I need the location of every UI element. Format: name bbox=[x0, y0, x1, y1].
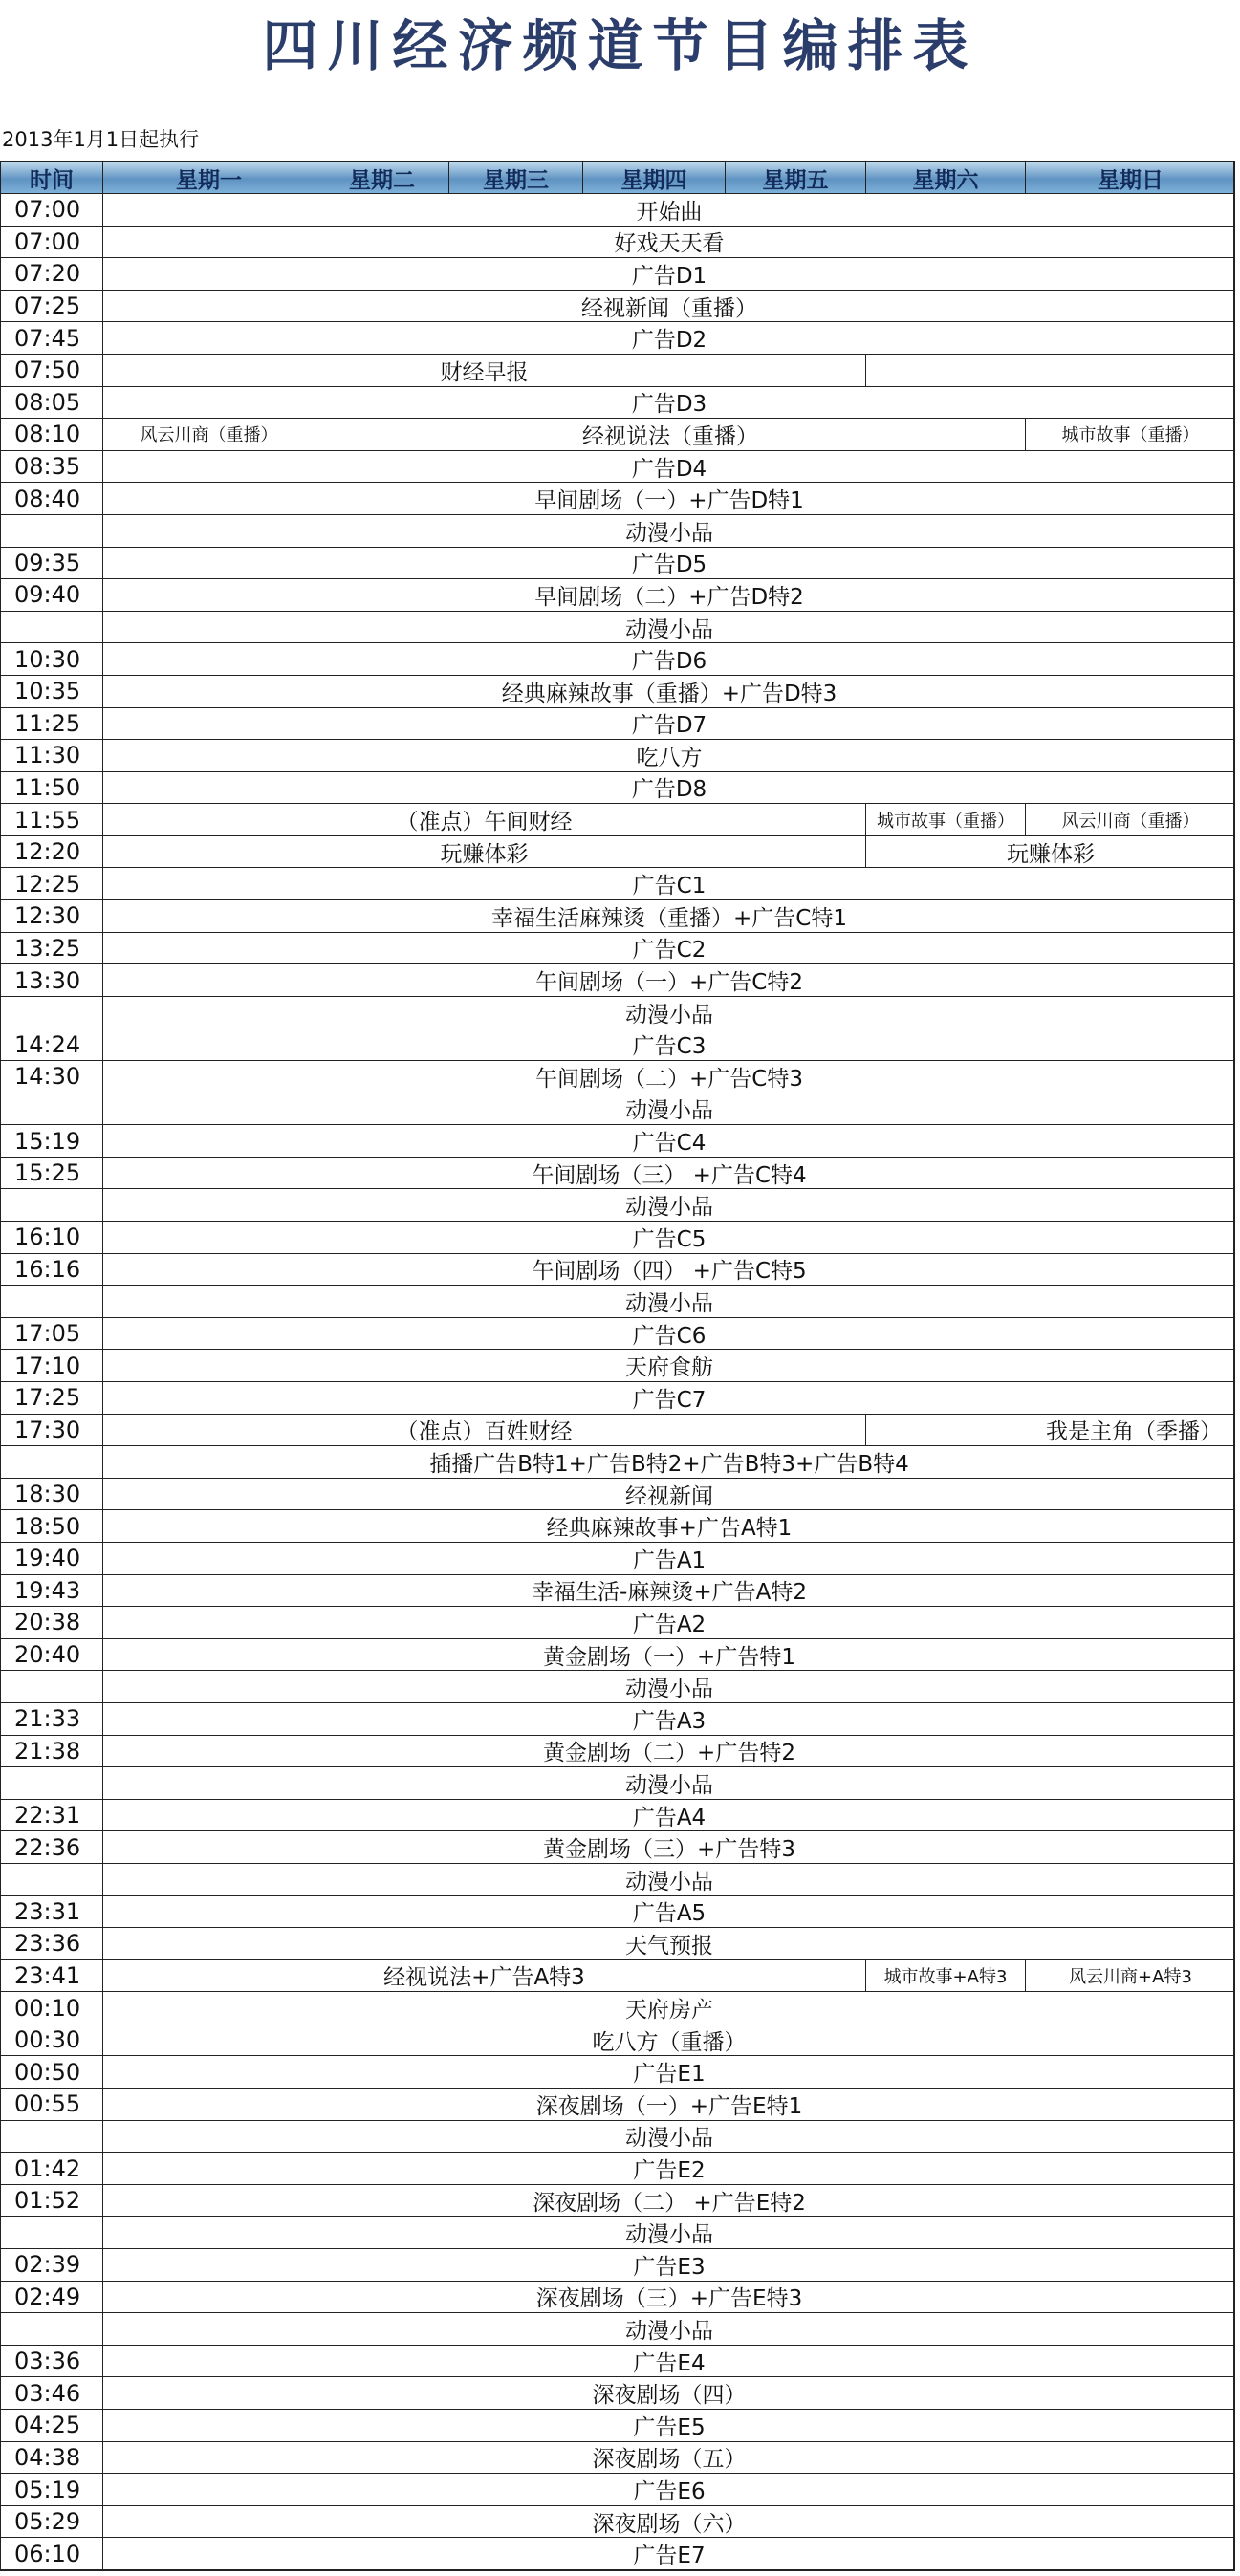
time-cell: 18:30 bbox=[0, 1478, 102, 1510]
time-cell: 17:25 bbox=[0, 1381, 102, 1414]
time-cell: 15:25 bbox=[0, 1157, 102, 1189]
program-cell: 广告E1 bbox=[102, 2055, 1235, 2088]
time-cell: 07:00 bbox=[0, 193, 102, 226]
program-cell: 动漫小品 bbox=[102, 611, 1235, 643]
time-cell: 02:39 bbox=[0, 2248, 102, 2281]
time-cell bbox=[0, 1766, 102, 1799]
program-cell: 广告E2 bbox=[102, 2152, 1235, 2184]
header-day: 星期日 bbox=[1025, 161, 1235, 193]
program-cell: 城市故事（重播） bbox=[865, 803, 1025, 835]
program-cell: 动漫小品 bbox=[102, 1766, 1235, 1799]
program-cell: 广告D7 bbox=[102, 707, 1235, 740]
time-cell: 23:31 bbox=[0, 1895, 102, 1928]
time-cell: 03:36 bbox=[0, 2345, 102, 2377]
time-cell bbox=[0, 2216, 102, 2248]
program-cell: 动漫小品 bbox=[102, 2312, 1235, 2345]
time-cell: 08:10 bbox=[0, 418, 102, 450]
time-cell: 20:40 bbox=[0, 1638, 102, 1671]
time-cell: 08:35 bbox=[0, 450, 102, 483]
empty-cell bbox=[865, 354, 1235, 386]
program-cell: 广告C2 bbox=[102, 932, 1235, 964]
program-cell: 深夜剧场（四） bbox=[102, 2376, 1235, 2409]
time-cell: 12:30 bbox=[0, 899, 102, 932]
time-cell bbox=[0, 1670, 102, 1702]
program-cell: 广告D4 bbox=[102, 450, 1235, 483]
program-cell: 动漫小品 bbox=[102, 1670, 1235, 1702]
program-cell: （准点）百姓财经 bbox=[102, 1414, 865, 1446]
time-cell: 14:24 bbox=[0, 1028, 102, 1060]
header-day: 星期二 bbox=[315, 161, 448, 193]
program-cell: 午间剧场（一）+广告C特2 bbox=[102, 963, 1235, 996]
program-cell: 天府房产 bbox=[102, 1991, 1235, 2024]
program-cell: 天气预报 bbox=[102, 1927, 1235, 1959]
program-cell: 广告E7 bbox=[102, 2537, 1235, 2569]
time-cell bbox=[0, 1093, 102, 1125]
time-cell: 00:50 bbox=[0, 2055, 102, 2088]
time-cell: 22:31 bbox=[0, 1799, 102, 1831]
program-cell: 广告A4 bbox=[102, 1799, 1235, 1831]
time-cell: 22:36 bbox=[0, 1830, 102, 1863]
time-cell: 21:33 bbox=[0, 1702, 102, 1735]
program-cell: 城市故事+A特3 bbox=[865, 1959, 1025, 1992]
program-cell: 广告A3 bbox=[102, 1702, 1235, 1735]
time-cell bbox=[0, 1285, 102, 1317]
time-cell: 08:40 bbox=[0, 482, 102, 514]
time-cell: 09:35 bbox=[0, 547, 102, 579]
time-cell: 04:25 bbox=[0, 2409, 102, 2441]
time-cell: 20:38 bbox=[0, 1606, 102, 1638]
program-cell: 幸福生活麻辣烫（重播）+广告C特1 bbox=[102, 899, 1235, 932]
table-right-border bbox=[1233, 161, 1235, 2569]
time-cell bbox=[0, 2312, 102, 2345]
time-cell: 10:35 bbox=[0, 675, 102, 707]
time-cell: 00:55 bbox=[0, 2088, 102, 2120]
time-cell: 15:19 bbox=[0, 1124, 102, 1157]
program-cell: 早间剧场（一）+广告D特1 bbox=[102, 482, 1235, 514]
program-cell: 广告C6 bbox=[102, 1317, 1235, 1350]
time-cell: 11:30 bbox=[0, 739, 102, 771]
time-cell: 05:19 bbox=[0, 2473, 102, 2505]
time-cell: 07:00 bbox=[0, 226, 102, 258]
effective-date: 2013年1月1日起执行 bbox=[2, 128, 200, 151]
program-cell: 广告E4 bbox=[102, 2345, 1235, 2377]
time-cell bbox=[0, 996, 102, 1028]
program-cell: 风云川商（重播） bbox=[102, 418, 315, 450]
time-cell bbox=[0, 1863, 102, 1895]
time-cell: 02:49 bbox=[0, 2281, 102, 2313]
program-cell: 玩赚体彩 bbox=[865, 835, 1235, 868]
program-cell: 吃八方 bbox=[102, 739, 1235, 771]
program-cell: 开始曲 bbox=[102, 193, 1235, 226]
program-cell: 玩赚体彩 bbox=[102, 835, 865, 868]
time-cell: 17:10 bbox=[0, 1349, 102, 1381]
time-cell: 06:10 bbox=[0, 2537, 102, 2569]
time-cell: 04:38 bbox=[0, 2441, 102, 2474]
time-cell: 11:25 bbox=[0, 707, 102, 740]
time-cell bbox=[0, 611, 102, 643]
time-cell: 13:25 bbox=[0, 932, 102, 964]
program-cell: 风云川商+A特3 bbox=[1025, 1959, 1235, 1992]
program-cell: 早间剧场（二）+广告D特2 bbox=[102, 578, 1235, 611]
time-cell: 05:29 bbox=[0, 2505, 102, 2538]
program-cell: 经典麻辣故事（重播）+广告D特3 bbox=[102, 675, 1235, 707]
time-cell: 11:55 bbox=[0, 803, 102, 835]
time-cell: 23:41 bbox=[0, 1959, 102, 1992]
program-cell: 动漫小品 bbox=[102, 514, 1235, 547]
header-day: 星期四 bbox=[582, 161, 725, 193]
program-cell: （准点）午间财经 bbox=[102, 803, 865, 835]
program-cell: 广告C4 bbox=[102, 1124, 1235, 1157]
program-cell: 好戏天天看 bbox=[102, 226, 1235, 258]
program-cell: 经视新闻 bbox=[102, 1478, 1235, 1510]
program-cell: 午间剧场（三） +广告C特4 bbox=[102, 1157, 1235, 1189]
program-cell: 广告C1 bbox=[102, 867, 1235, 899]
program-cell: 经典麻辣故事+广告A特1 bbox=[102, 1509, 1235, 1542]
table-bottom-border bbox=[0, 2569, 1235, 2571]
program-cell: 深夜剧场（三）+广告E特3 bbox=[102, 2281, 1235, 2313]
program-cell: 城市故事（重播） bbox=[1025, 418, 1235, 450]
header-day: 星期一 bbox=[102, 161, 315, 193]
program-cell: 广告A5 bbox=[102, 1895, 1235, 1928]
program-cell: 财经早报 bbox=[102, 354, 865, 386]
program-cell: 深夜剧场（六） bbox=[102, 2505, 1235, 2538]
program-cell: 经视说法+广告A特3 bbox=[102, 1959, 865, 1992]
program-cell: 深夜剧场（一）+广告E特1 bbox=[102, 2088, 1235, 2120]
time-cell: 19:40 bbox=[0, 1542, 102, 1574]
time-cell bbox=[0, 2120, 102, 2153]
program-cell: 幸福生活-麻辣烫+广告A特2 bbox=[102, 1574, 1235, 1607]
program-cell: 动漫小品 bbox=[102, 1188, 1235, 1221]
program-cell: 午间剧场（四） +广告C特5 bbox=[102, 1253, 1235, 1286]
time-cell: 12:20 bbox=[0, 835, 102, 868]
time-cell: 00:10 bbox=[0, 1991, 102, 2024]
program-cell: 经视新闻（重播） bbox=[102, 290, 1235, 322]
time-cell: 07:25 bbox=[0, 290, 102, 322]
program-cell: 黄金剧场（三）+广告特3 bbox=[102, 1830, 1235, 1863]
program-cell: 广告D5 bbox=[102, 547, 1235, 579]
program-cell: 广告C7 bbox=[102, 1381, 1235, 1414]
program-cell: 动漫小品 bbox=[102, 2120, 1235, 2153]
time-cell: 18:50 bbox=[0, 1509, 102, 1542]
time-cell: 07:50 bbox=[0, 354, 102, 386]
time-cell: 10:30 bbox=[0, 642, 102, 675]
program-cell: 深夜剧场（二） +广告E特2 bbox=[102, 2184, 1235, 2217]
program-cell: 风云川商（重播） bbox=[1025, 803, 1235, 835]
program-cell: 动漫小品 bbox=[102, 1285, 1235, 1317]
time-cell: 12:25 bbox=[0, 867, 102, 899]
program-cell: 动漫小品 bbox=[102, 2216, 1235, 2248]
program-cell: 广告D6 bbox=[102, 642, 1235, 675]
program-cell: 黄金剧场（一）+广告特1 bbox=[102, 1638, 1235, 1671]
program-cell: 午间剧场（二）+广告C特3 bbox=[102, 1060, 1235, 1093]
time-cell: 00:30 bbox=[0, 2024, 102, 2056]
header-day: 星期五 bbox=[725, 161, 865, 193]
time-cell bbox=[0, 1445, 102, 1478]
program-cell: 插播广告B特1+广告B特2+广告B特3+广告B特4 bbox=[102, 1445, 1235, 1478]
program-cell: 广告D2 bbox=[102, 321, 1235, 354]
time-cell bbox=[0, 1188, 102, 1221]
time-cell: 16:10 bbox=[0, 1221, 102, 1253]
time-cell: 03:46 bbox=[0, 2376, 102, 2409]
time-cell bbox=[0, 514, 102, 547]
program-cell: 黄金剧场（二）+广告特2 bbox=[102, 1735, 1235, 1767]
time-cell: 01:42 bbox=[0, 2152, 102, 2184]
program-cell: 广告D8 bbox=[102, 771, 1235, 804]
time-cell: 01:52 bbox=[0, 2184, 102, 2217]
page-title: 四川经济频道节目编排表 bbox=[262, 13, 978, 78]
time-cell: 17:30 bbox=[0, 1414, 102, 1446]
time-cell: 07:45 bbox=[0, 321, 102, 354]
program-cell: 动漫小品 bbox=[102, 1863, 1235, 1895]
time-cell: 11:50 bbox=[0, 771, 102, 804]
program-cell: 经视说法（重播） bbox=[315, 418, 1025, 450]
program-cell: 广告C5 bbox=[102, 1221, 1235, 1253]
time-cell: 16:16 bbox=[0, 1253, 102, 1286]
program-cell: 广告A1 bbox=[102, 1542, 1235, 1574]
program-cell: 广告C3 bbox=[102, 1028, 1235, 1060]
time-cell: 09:40 bbox=[0, 578, 102, 611]
time-cell: 07:20 bbox=[0, 257, 102, 290]
program-cell: 广告E6 bbox=[102, 2473, 1235, 2505]
time-cell: 13:30 bbox=[0, 963, 102, 996]
header-day: 星期六 bbox=[865, 161, 1025, 193]
time-cell: 14:30 bbox=[0, 1060, 102, 1093]
program-cell: 广告A2 bbox=[102, 1606, 1235, 1638]
program-cell: 吃八方（重播） bbox=[102, 2024, 1235, 2056]
header-time: 时间 bbox=[0, 161, 102, 193]
program-cell: 天府食舫 bbox=[102, 1349, 1235, 1381]
program-cell: 广告D1 bbox=[102, 257, 1235, 290]
program-cell: 广告D3 bbox=[102, 386, 1235, 419]
program-cell: 动漫小品 bbox=[102, 996, 1235, 1028]
time-cell: 17:05 bbox=[0, 1317, 102, 1350]
time-cell: 21:38 bbox=[0, 1735, 102, 1767]
program-cell: 动漫小品 bbox=[102, 1093, 1235, 1125]
time-cell: 19:43 bbox=[0, 1574, 102, 1607]
time-cell: 23:36 bbox=[0, 1927, 102, 1959]
program-cell: 广告E5 bbox=[102, 2409, 1235, 2441]
program-cell: 深夜剧场（五） bbox=[102, 2441, 1235, 2474]
program-cell: 广告E3 bbox=[102, 2248, 1235, 2281]
header-day: 星期三 bbox=[448, 161, 582, 193]
time-cell: 08:05 bbox=[0, 386, 102, 419]
program-cell: 我是主角（季播） bbox=[865, 1414, 1235, 1446]
